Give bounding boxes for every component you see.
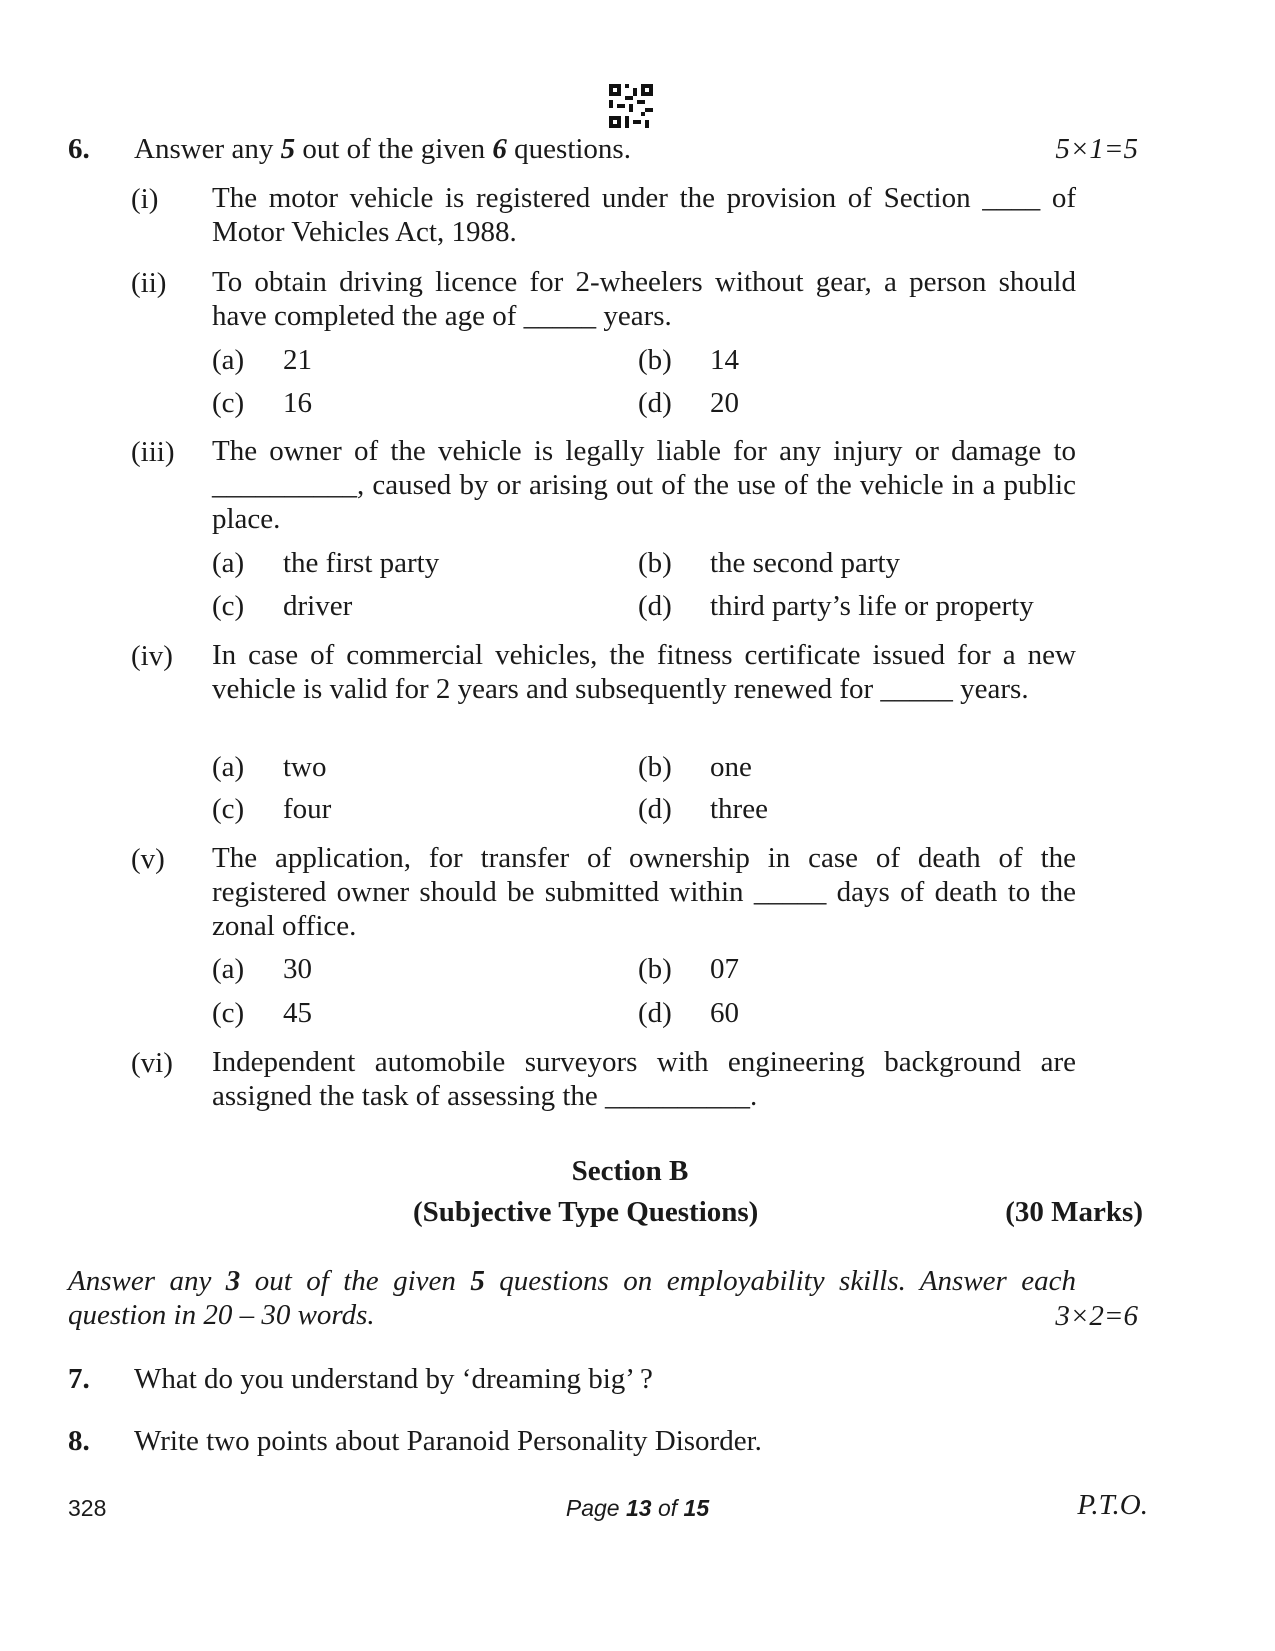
option-value: 21 xyxy=(283,344,312,376)
option-label: (b) xyxy=(638,547,672,579)
sub-question-label: (vi) xyxy=(131,1047,173,1079)
sub-question-text: To obtain driving licence for 2-wheelers without gear, a person should have completed the age of _____ years. xyxy=(212,266,1076,332)
instruction-text: out of the given xyxy=(240,1265,471,1297)
page-prefix: Page xyxy=(565,1495,626,1521)
question-number: 8. xyxy=(68,1425,90,1457)
question-text: Write two points about Paranoid Personality Disorder. xyxy=(134,1425,762,1457)
sub-question-label: (iii) xyxy=(131,436,175,468)
sub-question-label: (v) xyxy=(131,843,165,875)
option-value: 16 xyxy=(283,387,312,419)
marks-allocation: 5×1=5 xyxy=(1055,133,1138,165)
instruction-number: 5 xyxy=(470,1265,485,1297)
instruction-number: 6 xyxy=(492,133,507,165)
question-number: 7. xyxy=(68,1363,90,1395)
option-value: 60 xyxy=(710,997,739,1029)
option-label: (d) xyxy=(638,997,672,1029)
pto-label: P.T.O. xyxy=(1077,1489,1148,1521)
instruction-text: out of the given xyxy=(295,133,493,165)
sub-question-text: The owner of the vehicle is legally liable for any injury or damage to __________, caused by or arising out of the use of the vehicle in a public place. xyxy=(212,435,1076,535)
option-label: (a) xyxy=(212,953,245,985)
sub-question-label: (iv) xyxy=(131,640,173,672)
option-value: 45 xyxy=(283,997,312,1029)
question-text: What do you understand by ‘dreaming big’ ? xyxy=(134,1363,653,1395)
page-indicator xyxy=(470,1490,805,1526)
page-total: 15 xyxy=(683,1495,710,1521)
question-number: 6. xyxy=(68,133,90,165)
option-label: (b) xyxy=(638,751,672,783)
option-label: (d) xyxy=(638,590,672,622)
option-label: (c) xyxy=(212,590,245,622)
instruction-text: Answer any xyxy=(68,1265,226,1297)
section-subtitle: (Subjective Type Questions) xyxy=(413,1196,759,1228)
option-value: 07 xyxy=(710,953,739,985)
option-label: (d) xyxy=(638,387,672,419)
sub-question-text: The application, for transfer of ownership in case of death of the registered owner should be submitted within _____ days of death to the zonal office. xyxy=(212,842,1076,942)
question-instruction xyxy=(134,131,631,167)
option-label: (a) xyxy=(212,344,245,376)
option-value: the second party xyxy=(710,547,901,579)
paper-code: 328 xyxy=(68,1495,107,1521)
sub-question-text: Independent automobile surveyors with engineering background are assigned the task of assessing the __________. xyxy=(212,1046,1076,1112)
option-value: 20 xyxy=(710,387,739,419)
option-value: two xyxy=(283,751,327,783)
option-label: (b) xyxy=(638,953,672,985)
sub-question-label: (ii) xyxy=(131,267,167,299)
option-value: three xyxy=(710,793,768,825)
sub-question-text: The motor vehicle is registered under the provision of Section ____ of Motor Vehicles Act, 1988. xyxy=(212,182,1076,248)
section-marks: (30 Marks) xyxy=(1005,1196,1143,1228)
qr-code xyxy=(609,84,653,128)
section-title: Section B xyxy=(571,1155,689,1187)
sub-question-text: In case of commercial vehicles, the fitness certificate issued for a new vehicle is valid for 2 years and subsequently renewed for _____ years. xyxy=(212,639,1076,705)
option-label: (d) xyxy=(638,793,672,825)
option-value: the first party xyxy=(283,547,440,579)
option-label: (a) xyxy=(212,547,245,579)
instruction-number: 5 xyxy=(280,133,296,165)
page-of: of xyxy=(651,1495,684,1521)
instruction-text: questions on employability skills. Answer each question in 20 – 30 words. xyxy=(68,1265,1077,1331)
option-label: (c) xyxy=(212,997,245,1029)
instruction-marks: 3×2=6 xyxy=(1055,1300,1138,1332)
option-label: (a) xyxy=(212,751,245,783)
instruction-text: questions. xyxy=(506,133,631,165)
sub-question-label: (i) xyxy=(131,183,159,215)
page-number: 13 xyxy=(625,1495,652,1521)
option-value: driver xyxy=(283,590,353,622)
option-value: one xyxy=(710,751,752,783)
section-instruction xyxy=(68,1264,1076,1332)
option-value: 14 xyxy=(710,344,739,376)
instruction-number: 3 xyxy=(225,1265,241,1297)
option-value: third party’s life or property xyxy=(710,590,1034,622)
option-value: 30 xyxy=(283,953,312,985)
option-label: (c) xyxy=(212,793,245,825)
instruction-text: Answer any xyxy=(134,133,281,165)
option-value: four xyxy=(283,793,332,825)
option-label: (c) xyxy=(212,387,245,419)
option-label: (b) xyxy=(638,344,672,376)
